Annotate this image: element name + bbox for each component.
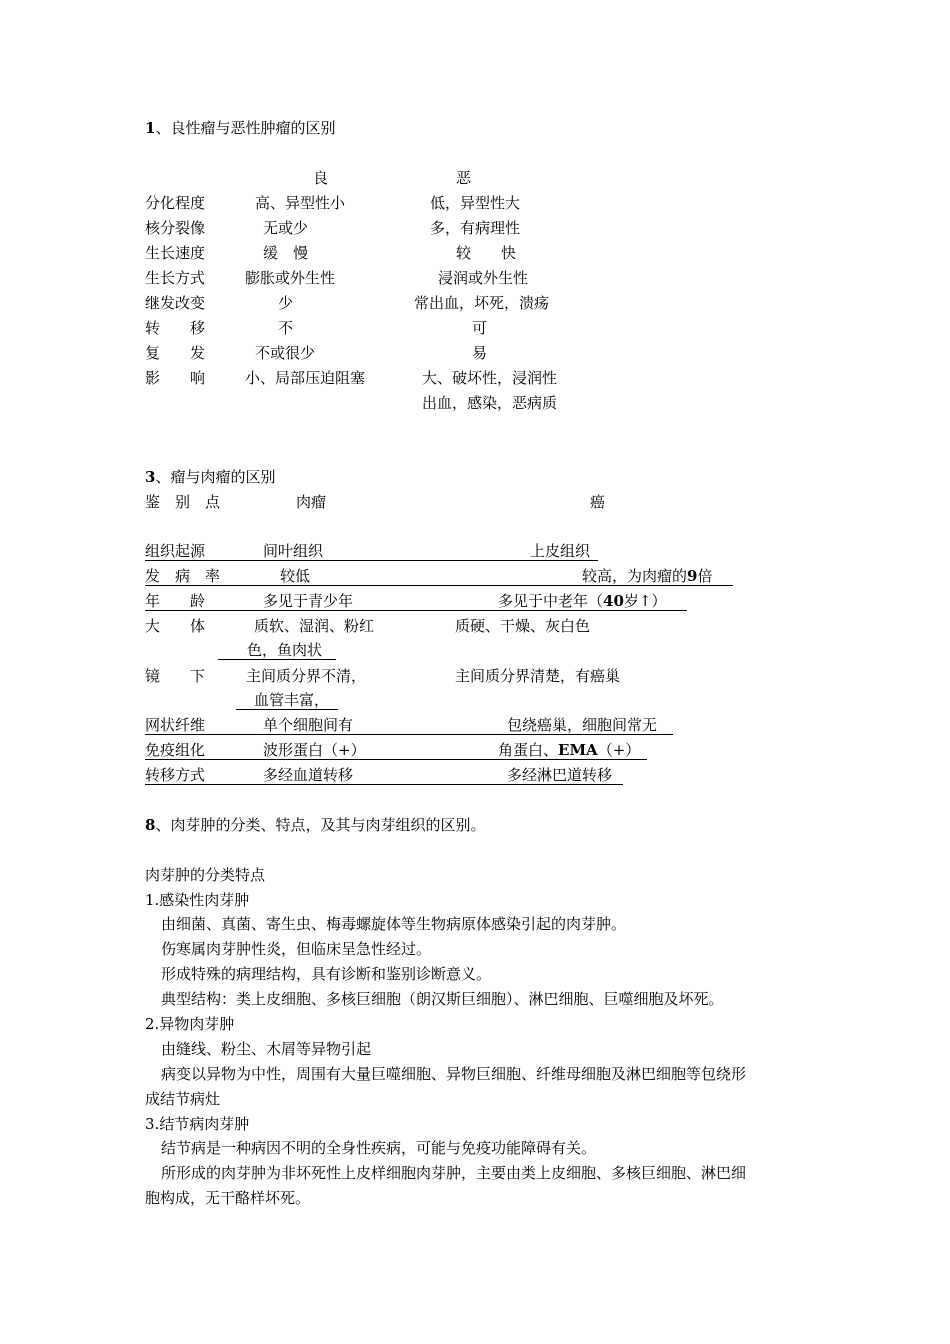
section3-title <box>145 467 275 487</box>
origin-sarcoma: 间叶组织 <box>263 542 324 560</box>
section1-number: 1 <box>145 119 156 137</box>
row-underline <box>145 585 733 586</box>
row-malignant: 大、破坏性，浸润性 <box>422 369 558 387</box>
row-underline <box>145 610 687 611</box>
section8-title <box>145 815 485 835</box>
reticulin-label: 网状纤维 <box>145 716 206 734</box>
row-label: 继发改变 <box>145 294 206 312</box>
ihc-label: 免疫组化 <box>145 741 206 759</box>
row-malignant-continuation: 出血，感染，恶病质 <box>422 394 558 412</box>
section1-title <box>145 118 335 138</box>
micro-label: 镜 下 <box>145 667 206 685</box>
infectious-line: 典型结构：类上皮细胞、多核巨细胞（朗汉斯巨细胞）、淋巴细胞、巨噬细胞及坏死。 <box>161 990 724 1008</box>
header-cancer: 癌 <box>590 493 606 511</box>
row-label: 分化程度 <box>145 194 206 212</box>
micro-sarcoma-continuation: 血管丰富， <box>254 691 330 709</box>
row-label: 生长速度 <box>145 244 206 262</box>
row-underline <box>145 560 598 561</box>
row-benign: 膨胀或外生性 <box>245 269 336 287</box>
sarcoid-line: 所形成的肉芽肿为非坏死性上皮样细胞肉芽肿，主要由类上皮细胞、多核巨细胞、淋巴细 <box>161 1164 747 1182</box>
header-sarcoma: 肉瘤 <box>296 493 327 511</box>
incidence-cancer-suffix: 倍 <box>697 567 713 585</box>
micro-cancer: 主间质分界清楚，有癌巢 <box>455 667 621 685</box>
origin-cancer: 上皮组织 <box>530 542 591 560</box>
row-benign: 少 <box>278 294 294 312</box>
origin-label: 组织起源 <box>145 542 206 560</box>
foreign-heading: 2.异物肉芽肿 <box>145 1015 235 1033</box>
row-underline <box>145 734 673 735</box>
row-label: 核分裂像 <box>145 219 206 237</box>
age-cancer-suffix: 岁↑） <box>623 592 667 610</box>
reticulin-cancer: 包绕癌巢，细胞间常无 <box>507 716 658 734</box>
incidence-label: 发 病 率 <box>145 567 221 585</box>
gross-cancer: 质硬、干燥、灰白色 <box>455 617 591 635</box>
ihc-cancer-prefix: 角蛋白、 <box>498 741 559 759</box>
ihc-sarcoma: 波形蛋白（+） <box>263 741 366 759</box>
sarcoid-heading: 3.结节病肉芽肿 <box>145 1115 250 1133</box>
row-underline <box>145 759 647 760</box>
gross-label: 大 体 <box>145 617 206 635</box>
row-benign: 小、局部压迫阻塞 <box>245 369 366 387</box>
gross-sarcoma-continuation: 色，鱼肉状 <box>247 641 323 659</box>
section8-title-text: 、肉芽肿的分类、特点，及其与肉芽组织的区别。 <box>155 816 486 834</box>
ihc-cancer-bold: EMA <box>558 741 598 759</box>
foreign-line: 病变以异物为中性，周围有大量巨噬细胞、异物巨细胞、纤维母细胞及淋巴细胞等包绕形 <box>161 1065 747 1083</box>
row-malignant: 可 <box>472 319 488 337</box>
sarcoid-line-continuation: 胞构成，无干酪样坏死。 <box>145 1189 311 1207</box>
cell-underline <box>218 659 336 660</box>
section8-subheading: 肉芽肿的分类特点 <box>145 866 266 884</box>
row-malignant: 较 快 <box>456 244 517 262</box>
infectious-line: 形成特殊的病理结构，具有诊断和鉴别诊断意义。 <box>161 965 492 983</box>
section8-number: 8 <box>145 816 156 834</box>
row-label: 复 发 <box>145 344 206 362</box>
incidence-cancer <box>582 566 712 586</box>
row-underline <box>145 784 623 785</box>
row-malignant: 浸润或外生性 <box>438 269 529 287</box>
row-label: 影 响 <box>145 369 206 387</box>
incidence-sarcoma: 较低 <box>280 567 311 585</box>
row-malignant: 易 <box>472 344 488 362</box>
row-benign: 缓 慢 <box>263 244 309 262</box>
row-label: 转 移 <box>145 319 206 337</box>
age-cancer-prefix: 多见于中老年（ <box>498 592 604 610</box>
age-cancer <box>498 591 666 611</box>
infectious-heading: 1.感染性肉芽肿 <box>145 891 250 909</box>
foreign-line-continuation: 成结节病灶 <box>145 1090 221 1108</box>
metastasis-label: 转移方式 <box>145 766 206 784</box>
foreign-line: 由缝线、粉尘、木屑等异物引起 <box>161 1040 372 1058</box>
row-malignant: 低，异型性大 <box>430 194 521 212</box>
age-cancer-number: 40 <box>603 592 624 610</box>
section1-title-text: 、良性瘤与恶性肿瘤的区别 <box>155 119 336 137</box>
cell-underline <box>236 709 338 710</box>
row-benign: 高、异型性小 <box>255 194 346 212</box>
row-benign: 不或很少 <box>255 344 316 362</box>
ihc-cancer-suffix: （+） <box>597 741 641 759</box>
age-sarcoma: 多见于青少年 <box>263 592 354 610</box>
malignant-header: 恶 <box>456 169 472 187</box>
reticulin-sarcoma: 单个细胞间有 <box>263 716 354 734</box>
metastasis-cancer: 多经淋巴道转移 <box>507 766 613 784</box>
row-benign: 无或少 <box>263 219 309 237</box>
infectious-line: 伤寒属肉芽肿性炎，但临床呈急性经过。 <box>161 940 432 958</box>
gross-sarcoma: 质软、湿润、粉红 <box>254 617 375 635</box>
ihc-cancer <box>498 740 640 760</box>
section3-title-text: 、瘤与肉瘤的区别 <box>155 468 276 486</box>
row-label: 生长方式 <box>145 269 206 287</box>
row-malignant: 常出血，坏死，溃疡 <box>414 294 550 312</box>
row-malignant: 多，有病理性 <box>430 219 521 237</box>
incidence-cancer-prefix: 较高，为肉瘤的 <box>582 567 688 585</box>
micro-sarcoma: 主间质分界不清， <box>246 667 367 685</box>
incidence-cancer-number: 9 <box>687 567 698 585</box>
age-label: 年 龄 <box>145 592 206 610</box>
infectious-line: 由细菌、真菌、寄生虫、梅毒螺旋体等生物病原体感染引起的肉芽肿。 <box>161 915 627 933</box>
sarcoid-line: 结节病是一种病因不明的全身性疾病，可能与免疫功能障碍有关。 <box>161 1139 597 1157</box>
section3-number: 3 <box>145 468 156 486</box>
metastasis-sarcoma: 多经血道转移 <box>263 766 354 784</box>
header-point: 鉴 别 点 <box>145 493 221 511</box>
row-benign: 不 <box>278 319 294 337</box>
benign-header: 良 <box>313 169 329 187</box>
